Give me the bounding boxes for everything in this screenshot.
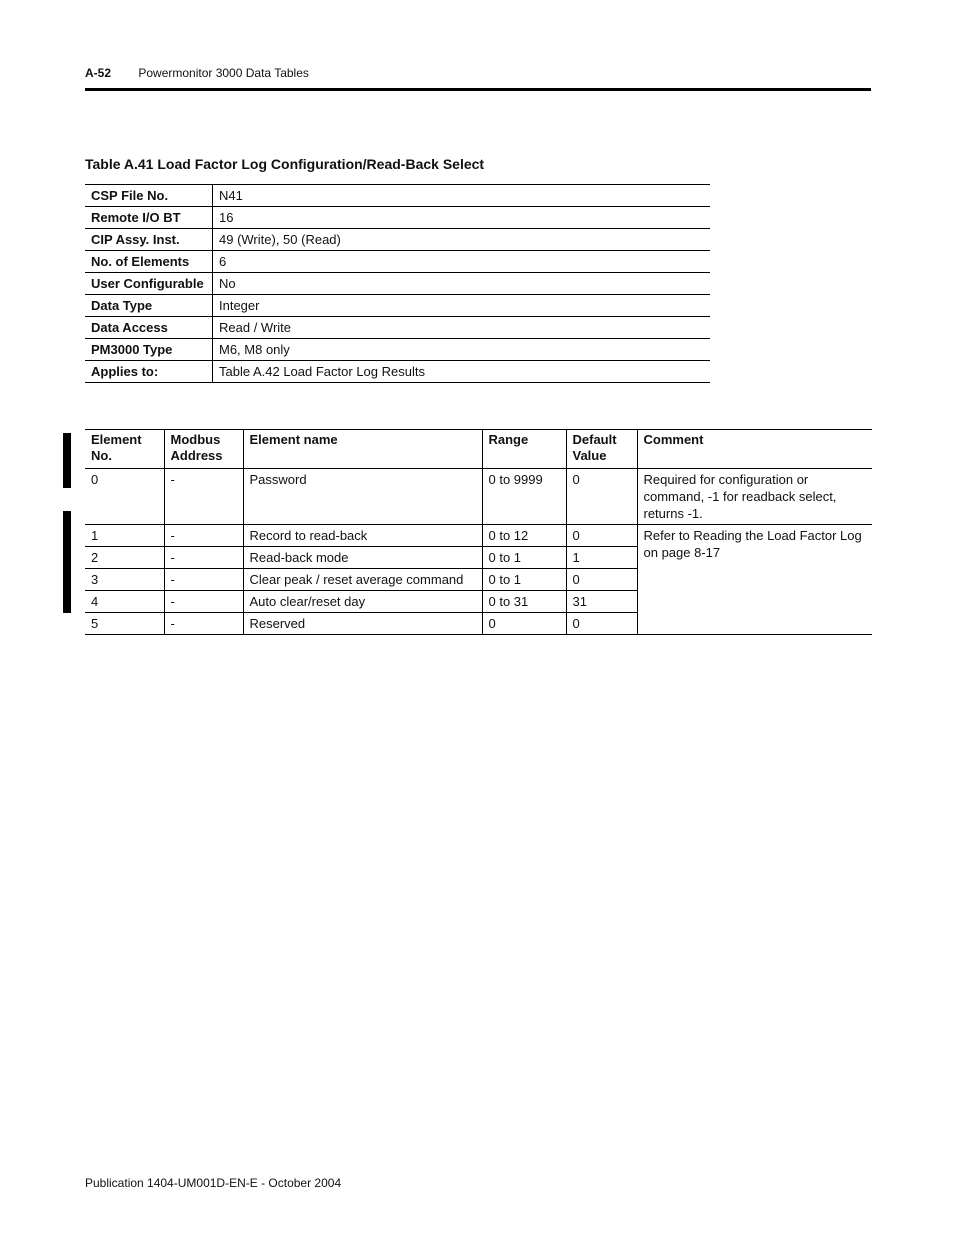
comment: Required for configuration or command, -1 for readback select, returns -1.: [637, 469, 872, 525]
property-value: M6, M8 only: [213, 339, 711, 361]
property-value: Integer: [213, 295, 711, 317]
property-row: [85, 317, 710, 339]
element-name: Password: [243, 469, 482, 525]
default-value: 31: [566, 591, 637, 613]
column-header: Modbus Address: [164, 430, 243, 469]
range: 0: [482, 613, 566, 635]
table-row: [85, 525, 872, 547]
property-value: 6: [213, 251, 711, 273]
range: 0 to 1: [482, 569, 566, 591]
property-value: No: [213, 273, 711, 295]
header-title: Powermonitor 3000 Data Tables: [138, 66, 309, 80]
default-value: 0: [566, 569, 637, 591]
change-bar: [63, 433, 71, 488]
property-label: CSP File No.: [85, 185, 213, 207]
element-name: Reserved: [243, 613, 482, 635]
column-header: Default Value: [566, 430, 637, 469]
property-row: [85, 207, 710, 229]
property-label: No. of Elements: [85, 251, 213, 273]
element-name: Clear peak / reset average command: [243, 569, 482, 591]
modbus-address: -: [164, 469, 243, 525]
modbus-address: -: [164, 547, 243, 569]
property-label: Data Access: [85, 317, 213, 339]
page-header: [85, 66, 309, 80]
property-label: PM3000 Type: [85, 339, 213, 361]
property-label: CIP Assy. Inst.: [85, 229, 213, 251]
modbus-address: -: [164, 613, 243, 635]
property-label: Data Type: [85, 295, 213, 317]
default-value: 0: [566, 469, 637, 525]
elements-table: [85, 429, 872, 635]
change-bar: [63, 511, 71, 613]
property-row: [85, 185, 710, 207]
default-value: 0: [566, 525, 637, 547]
range: 0 to 31: [482, 591, 566, 613]
modbus-address: -: [164, 591, 243, 613]
element-no: 4: [85, 591, 164, 613]
default-value: 0: [566, 613, 637, 635]
header-rule: [85, 88, 871, 91]
element-name: Auto clear/reset day: [243, 591, 482, 613]
property-row: [85, 251, 710, 273]
property-value: Table A.42 Load Factor Log Results: [213, 361, 711, 383]
table-caption: Table A.41 Load Factor Log Configuration/Read-Back Select: [85, 156, 485, 172]
property-label: User Configurable: [85, 273, 213, 295]
table-header-row: [85, 430, 872, 469]
property-label: Applies to:: [85, 361, 213, 383]
range: 0 to 9999: [482, 469, 566, 525]
property-row: [85, 295, 710, 317]
element-no: 3: [85, 569, 164, 591]
property-value: 16: [213, 207, 711, 229]
column-header: Element No.: [85, 430, 164, 469]
column-header: Range: [482, 430, 566, 469]
page-number: A-52: [85, 66, 112, 80]
column-header: Comment: [637, 430, 872, 469]
element-name: Read-back mode: [243, 547, 482, 569]
column-header: Element name: [243, 430, 482, 469]
range: 0 to 1: [482, 547, 566, 569]
publication-footer: Publication 1404-UM001D-EN-E - October 2004: [85, 1176, 342, 1190]
property-row: [85, 273, 710, 295]
default-value: 1: [566, 547, 637, 569]
element-name: Record to read-back: [243, 525, 482, 547]
property-value: 49 (Write), 50 (Read): [213, 229, 711, 251]
comment: Refer to Reading the Load Factor Log on page 8-17: [637, 525, 872, 635]
element-no: 2: [85, 547, 164, 569]
property-row: [85, 229, 710, 251]
property-label: Remote I/O BT: [85, 207, 213, 229]
property-row: [85, 361, 710, 383]
element-no: 1: [85, 525, 164, 547]
element-no: 5: [85, 613, 164, 635]
property-row: [85, 339, 710, 361]
range: 0 to 12: [482, 525, 566, 547]
property-value: Read / Write: [213, 317, 711, 339]
property-value: N41: [213, 185, 711, 207]
modbus-address: -: [164, 525, 243, 547]
table-row: [85, 469, 872, 525]
element-no: 0: [85, 469, 164, 525]
properties-table: [85, 184, 710, 383]
modbus-address: -: [164, 569, 243, 591]
